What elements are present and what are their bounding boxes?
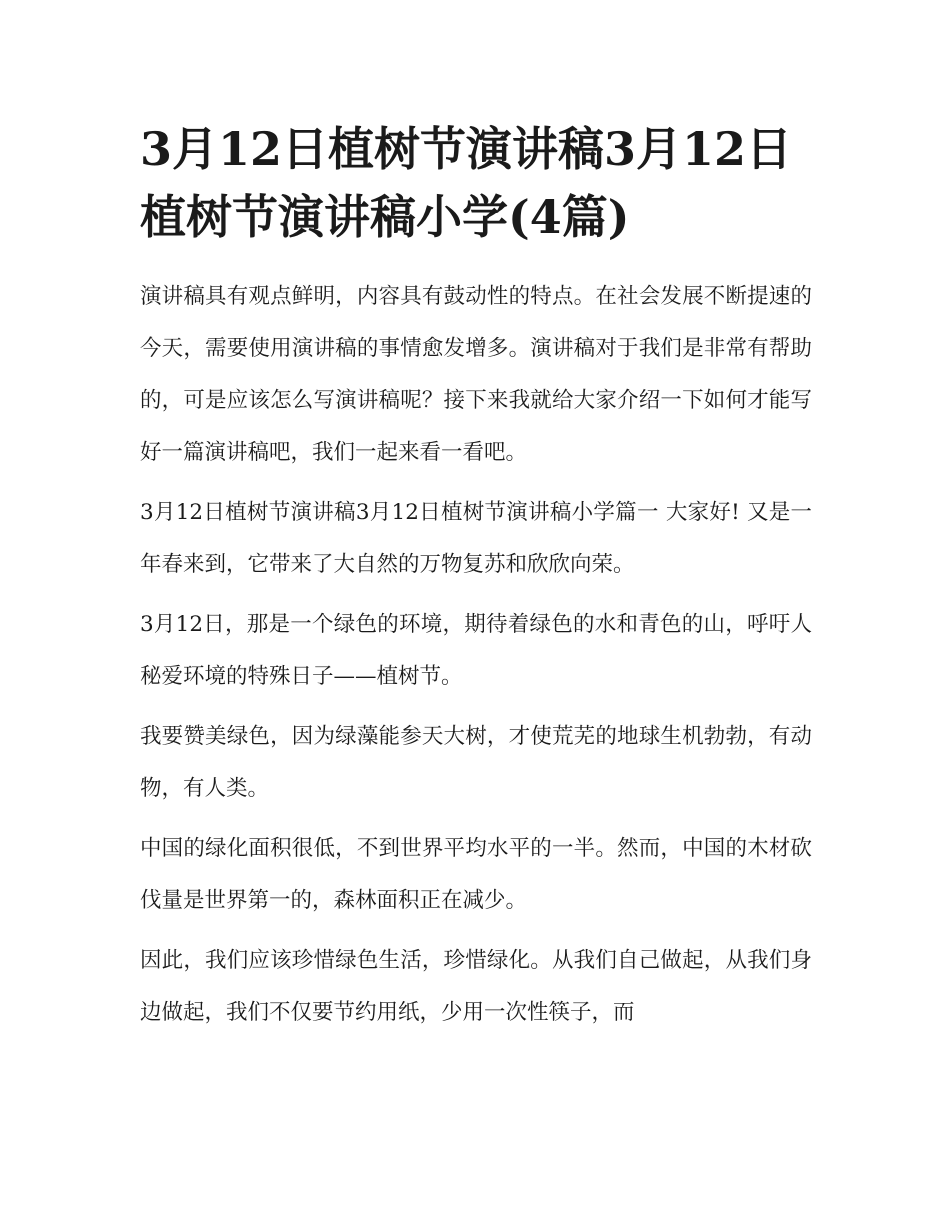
paragraph-call-to-action: 因此，我们应该珍惜绿色生活，珍惜绿化。从我们自己做起，从我们身边做起，我们不仅要节约用纸，少用一次性筷子，而 (140, 948, 812, 1025)
paragraph-praise-green: 我要赞美绿色，因为绿藻能参天大树，才使荒芜的地球生机勃勃，有动物，有人类。 (140, 724, 812, 801)
document-page (140, 115, 812, 1047)
paragraph-greeting: 3月12日植树节演讲稿3月12日植树节演讲稿小学篇一 大家好! 又是一年春来到，它带来了大自然的万物复苏和欣欣向荣。 (140, 500, 812, 577)
paragraph-intro: 演讲稿具有观点鲜明，内容具有鼓动性的特点。在社会发展不断提速的今天，需要使用演讲稿的事情愈发增多。演讲稿对于我们是非常有帮助的，可是应该怎么写演讲稿呢？接下来我就给大家介绍一下如何才能写好一篇演讲稿吧，我们一起来看一看吧。 (140, 284, 812, 465)
paragraph-arbor-day: 3月12日，那是一个绿色的环境，期待着绿色的水和青色的山，呼吁人秘爱环境的特殊日子——植树节。 (140, 612, 812, 689)
paragraph-forest-area: 中国的绿化面积很低，不到世界平均水平的一半。然而，中国的木材砍伐量是世界第一的，森林面积正在减少。 (140, 836, 812, 913)
document-title: 3月12日植树节演讲稿3月12日植树节演讲稿小学(4篇) (140, 122, 793, 244)
